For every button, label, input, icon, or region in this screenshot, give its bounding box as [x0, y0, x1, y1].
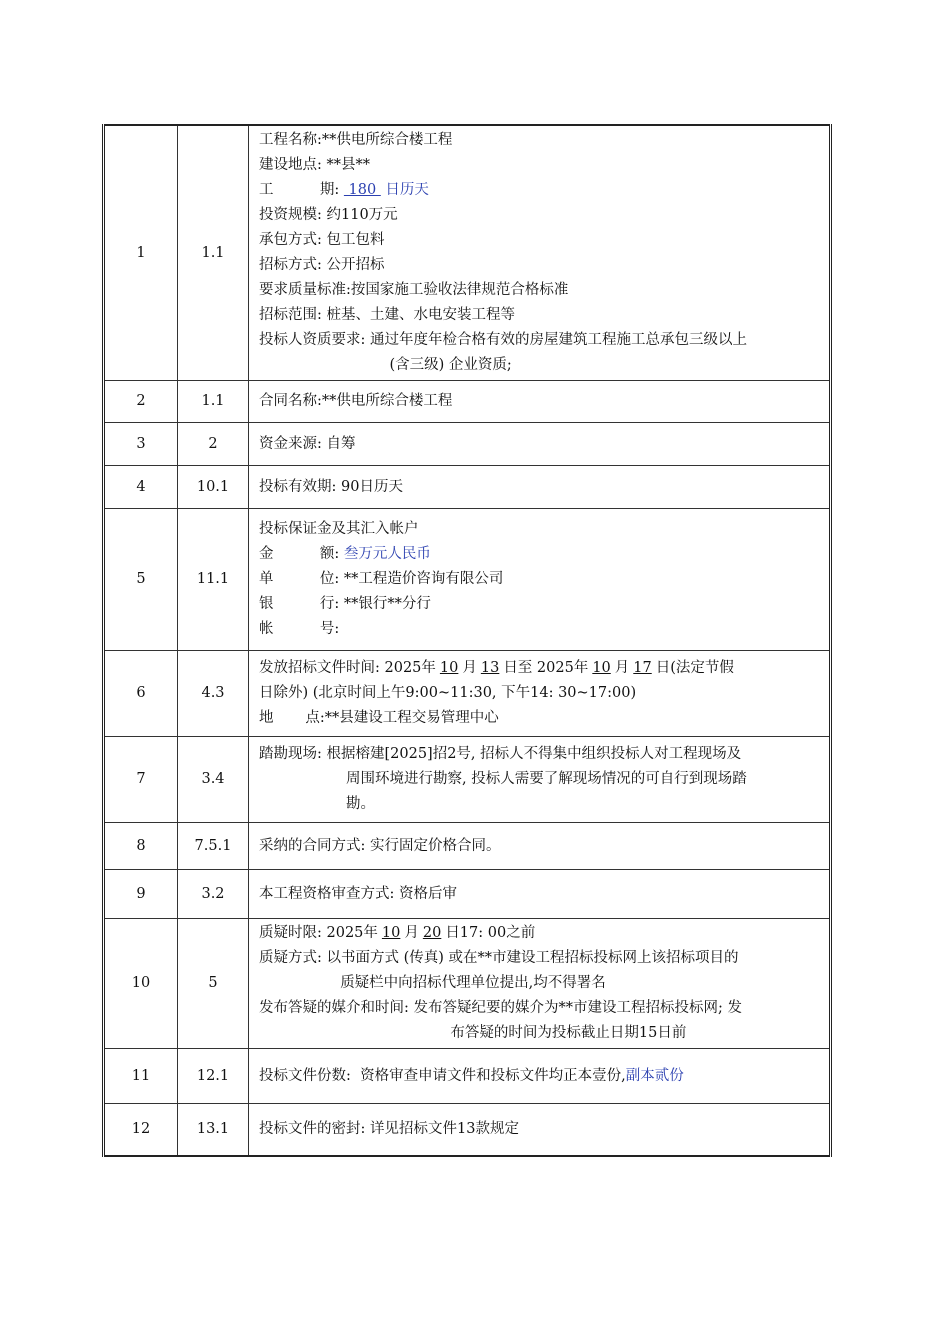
table-row: [104, 870, 831, 919]
query-month: 10: [381, 925, 401, 941]
project-name: 工程名称:**供电所综合楼工程: [259, 132, 453, 148]
site-visit-cont: 周围环境进行勘察, 投标人需要了解现场情况的可自行到现场踏: [346, 771, 747, 787]
duration-unit: 日历天: [385, 182, 429, 198]
table-row: [104, 823, 831, 870]
row-content: [249, 509, 831, 651]
table-row: [104, 423, 831, 466]
contract-name: 合同名称:**供电所综合楼工程: [249, 381, 831, 423]
bid-validity: 投标有效期: 90日历天: [249, 466, 831, 509]
deposit-unit: [259, 567, 821, 592]
clause-number: 7.5.1: [178, 823, 249, 870]
table-row: [104, 125, 831, 381]
deposit-account: [259, 617, 821, 642]
row-content: [249, 919, 831, 1049]
clause-number: 10.1: [178, 466, 249, 509]
tender-mode: 招标方式: 公开招标: [259, 257, 385, 273]
query-deadline-text: 质疑时限: 2025年: [259, 925, 378, 941]
fund-source: 资金来源: 自筹: [249, 423, 831, 466]
issue-day-start: 13: [480, 660, 500, 676]
row-number: 2: [104, 381, 178, 423]
row-number: 4: [104, 466, 178, 509]
table-row: [104, 1104, 831, 1156]
amount-label-b: 额:: [319, 546, 340, 562]
amount-value: 叁万元人民币: [343, 546, 431, 562]
copies-text: 投标文件份数: 资格审查申请文件和投标文件均正本壹份,: [259, 1067, 626, 1084]
clause-number: 2: [178, 423, 249, 466]
qualification-cont: (含三级) 企业资质;: [389, 357, 512, 373]
deposit-bank: [259, 592, 821, 617]
deposit-heading: 投标保证金及其汇入帐户: [259, 521, 419, 537]
site-visit: 踏勘现场: 根据榕建[2025]招2号, 招标人不得集中组织投标人对工程现场及: [259, 746, 742, 762]
quality-standard: 要求质量标准:按国家施工验收法律规范合格标准: [259, 282, 569, 298]
clause-number: 3.4: [178, 737, 249, 823]
tender-info-table: [102, 124, 832, 1157]
clause-number: 5: [178, 919, 249, 1049]
bank-value: **银行**分行: [343, 596, 431, 612]
clause-number: 12.1: [178, 1049, 249, 1104]
unit-label-b: 位:: [319, 571, 340, 587]
bank-label-a: 银: [259, 596, 274, 612]
bank-label-b: 行:: [319, 596, 340, 612]
issue-time-text: 日(法定节假: [655, 660, 734, 676]
unit-label-a: 单: [259, 571, 274, 587]
table-row: [104, 919, 831, 1049]
query-deadline: [259, 921, 821, 946]
duration-label-b: 期:: [319, 182, 340, 198]
row-number: 7: [104, 737, 178, 823]
account-label-a: 帐: [259, 621, 274, 637]
query-deadline-text: 月: [404, 925, 419, 941]
query-method-cont: 质疑栏中向招标代理单位提出,均不得署名: [340, 975, 606, 991]
site-visit-cont: 勘。: [346, 796, 375, 812]
issue-time-cont: 日除外) (北京时间上午9:00~11:30, 下午14: 30~17:00): [259, 685, 637, 701]
table-row: [104, 1049, 831, 1104]
contract-type: 采纳的合同方式: 实行固定价格合同。: [249, 823, 831, 870]
duration: [259, 178, 821, 203]
table-row: [104, 466, 831, 509]
copies: [249, 1049, 831, 1104]
issue-place: [259, 706, 821, 731]
sealing: 投标文件的密封: 详见招标文件13款规定: [249, 1104, 831, 1156]
place-value: **县建设工程交易管理中心: [324, 710, 499, 726]
row-content: [249, 737, 831, 823]
row-number: 10: [104, 919, 178, 1049]
table-row: [104, 737, 831, 823]
query-method: 质疑方式: 以书面方式 (传真) 或在**市建设工程招标投标网上该招标项目的: [259, 950, 739, 966]
row-number: 8: [104, 823, 178, 870]
issue-month-start: 10: [439, 660, 459, 676]
account-label-b: 号:: [319, 621, 340, 637]
answer-publish: 发布答疑的媒介和时间: 发布答疑纪要的媒介为**市建设工程招标投标网; 发: [259, 1000, 742, 1016]
qualification-review: 本工程资格审查方式: 资格后审: [249, 870, 831, 919]
issue-time-text: 月: [614, 660, 630, 676]
unit-value: **工程造价咨询有限公司: [343, 571, 504, 587]
issue-time: [259, 656, 821, 681]
deposit-amount: [259, 542, 821, 567]
place-label-b: 点:: [305, 710, 325, 726]
row-number: 3: [104, 423, 178, 466]
issue-time-text: 日至 2025年: [503, 660, 589, 676]
amount-label-a: 金: [259, 546, 274, 562]
table-row: [104, 381, 831, 423]
row-content: [249, 125, 831, 381]
investment: 投资规模: 约110万元: [259, 207, 398, 223]
location: 建设地点: **县**: [259, 157, 370, 173]
qualification: 投标人资质要求: 通过年度年检合格有效的房屋建筑工程施工总承包三级以上: [259, 332, 747, 348]
row-number: 9: [104, 870, 178, 919]
row-number: 11: [104, 1049, 178, 1104]
copies-blue: 副本贰份: [625, 1067, 684, 1084]
clause-number: 1.1: [178, 381, 249, 423]
row-number: 1: [104, 125, 178, 381]
clause-number: 13.1: [178, 1104, 249, 1156]
row-number: 5: [104, 509, 178, 651]
query-day: 20: [422, 925, 442, 941]
tender-scope: 招标范围: 桩基、土建、水电安装工程等: [259, 307, 515, 323]
clause-number: 1.1: [178, 125, 249, 381]
issue-month-end: 10: [592, 660, 611, 676]
query-deadline-text: 日17: 00之前: [445, 925, 536, 941]
answer-publish-cont: 布答疑的时间为投标截止日期15日前: [450, 1025, 687, 1041]
duration-value: 180: [343, 182, 381, 198]
place-label-a: 地: [259, 710, 274, 726]
table-row: [104, 651, 831, 737]
row-number: 12: [104, 1104, 178, 1156]
table-row: [104, 509, 831, 651]
row-content: [249, 651, 831, 737]
contract-mode: 承包方式: 包工包料: [259, 232, 385, 248]
issue-time-text: 月: [462, 660, 477, 676]
clause-number: 4.3: [178, 651, 249, 737]
duration-label-a: 工: [259, 182, 274, 198]
clause-number: 3.2: [178, 870, 249, 919]
issue-day-end: 17: [633, 660, 652, 676]
row-number: 6: [104, 651, 178, 737]
issue-time-text: 发放招标文件时间: 2025年: [259, 660, 436, 676]
clause-number: 11.1: [178, 509, 249, 651]
